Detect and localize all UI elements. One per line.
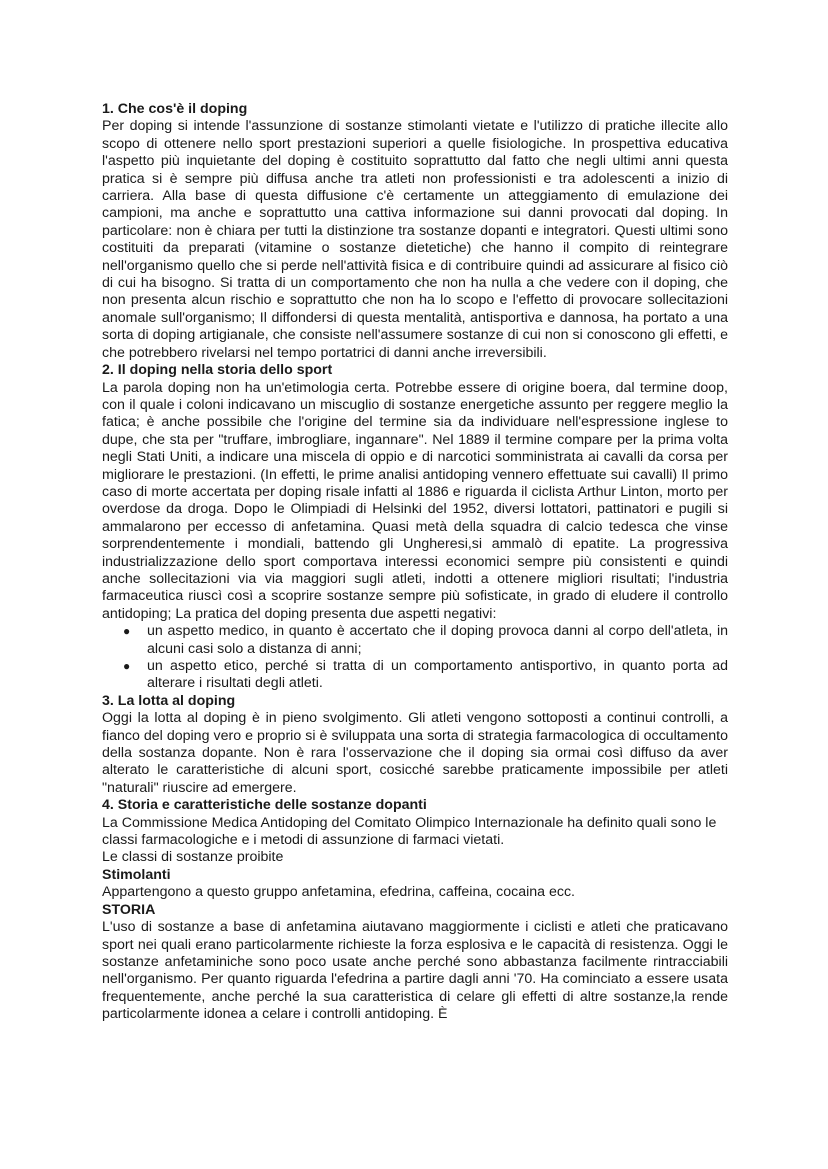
bullet-icon: ● <box>123 659 131 673</box>
section-2-heading: 2. Il doping nella storia dello sport <box>102 362 333 379</box>
stimolanti-heading: Stimolanti <box>102 866 171 883</box>
list-item <box>102 658 728 693</box>
list-item-text: un aspetto etico, perché si tratta di un comportamento antisportivo, in quanto porta ad alterare i risultati degli atleti. <box>147 658 728 692</box>
section-4-heading: 4. Storia e caratteristiche delle sostanze dopanti <box>102 797 427 814</box>
document-page <box>102 101 728 1024</box>
section-3-paragraph: Oggi la lotta al doping è in pieno svolgimento. Gli atleti vengono sottoposti a continui controlli, a fianco del doping vero e proprio si è sviluppata una sorta di strategia farmacologica di occultamento della sostanza dopante. Non è rara l'osservazione che il doping sia ormai così diffuso da aver alterato le caratteristiche di alcuni sport, cosicché sarebbe praticamente impossibile per atleti "naturali" riuscire ad emergere. <box>102 710 728 796</box>
section-4-paragraph: La Commissione Medica Antidoping del Comitato Olimpico Internazionale ha definito quali sono le classi farmacologiche e i metodi di assunzione di farmaci vietati. <box>102 814 717 849</box>
bullet-icon: ● <box>123 624 131 639</box>
section-2-paragraph: La parola doping non ha un'etimologia certa. Potrebbe essere di origine boera, dal termine doop, con il quale i coloni indicavano un miscuglio di sostanze energetiche assunto per reggere meglio la fatica; è anche possibile che l'origine del termine sia da individuare nell'espressione inglese to dupe, che sta per "truffare, imbrogliare, ingannare". Nel 1889 il termine compare per la prima volta negli Stati Uniti, a indicare una miscela di oppio e di narcotici somministrata ai cavalli da corsa per migliorare le prestazioni. (In effetti, le prime analisi antidoping vennero effettuate sui cavalli) Il primo caso di morte accertata per doping risale infatti al 1886 e riguarda il ciclista Arthur Linton, morto per overdose da droga. Dopo le Olimpiadi di Helsinki del 1952, diversi lottatori, pattinatori e pugili si ammalarono per eccesso di anfetamina. Quasi metà della squadra di calcio tedesca che vinse sorprendentemente i mondiali, battendo gli Ungheresi,si ammalò di epatite. La progressiva industrializzazione dello sport comportava interessi economici sempre più consistenti e quindi anche sollecitazioni via via maggiori sugli atleti, indotti a ottenere migliori risultati; l'industria farmaceutica riuscì così a scoprire sostanze sempre più sofisticate, in grado di eludere il controllo antidoping; La pratica del doping presenta due aspetti negativi: <box>102 379 728 622</box>
list-item <box>102 623 728 658</box>
section-3-heading: 3. La lotta al doping <box>102 692 236 709</box>
negative-aspects-list <box>102 623 728 693</box>
list-item-text: un aspetto medico, in quanto è accertato che il doping provoca danni al corpo dell'atleta, in alcuni casi solo a distanza di anni; <box>147 623 728 657</box>
section-1-heading: 1. Che cos'è il doping <box>102 101 248 117</box>
section-1-paragraph: Per doping si intende l'assunzione di sostanze stimolanti vietate e l'utilizzo di pratiche illecite allo scopo di ottenere nello sport prestazioni superiori a quelle fisiologiche. In prospettiva educativa l'aspetto più inquietante del doping è costituito soprattutto dal fatto che negli ultimi anni questa pratica si è sempre più diffusa anche tra atleti non professionisti e tra adolescenti a inizio di carriera. Alla base di questa diffusione c'è certamente un atteggiamento di emulazione dei campioni, ma anche e soprattutto una cattiva informazione sui danni provocati dal doping. In particolare: non è chiara per tutti la distinzione tra sostanze dopanti e integratori. Questi ultimi sono costituiti da preparati (vitamine o sostanze dietetiche) che hanno il compito di reintegrare nell'organismo quello che si perde nell'attività fisica e di contribuire quindi ad assicurare al fisico ciò di cui ha bisogno. Si tratta di un comportamento che non ha nulla a che vedere con il doping, che non presenta alcun rischio e soprattutto che non ha lo scopo e l'effetto di provocare sollecitazioni anomale sull'organismo; Il diffondersi di questa mentalità, antisportiva e dannosa, ha portato a una sorta di doping artigianale, che consiste nell'assumere sostanze di cui non si conoscono gli effetti, e che potrebbero rivelarsi nel tempo portatrici di danni anche irreversibili. <box>102 118 728 361</box>
stimolanti-text: Appartengono a questo gruppo anfetamina, efedrina, caffeina, cocaina ecc. <box>102 884 575 901</box>
storia-heading: STORIA <box>102 901 156 918</box>
storia-text: L'uso di sostanze a base di anfetamina aiutavano maggiormente i ciclisti e atleti che praticavano sport nei quali erano particolarmente richieste la forza esplosiva e le capacità di resistenza. Oggi le sostanze anfetaminiche sono poco usate anche perché sono abbastanza facilmente rintracciabili nell'organismo. Per quanto riguarda l'efedrina a partire dagli anni '70. Ha cominciato a essere usata frequentemente, anche perché la sua caratteristica di celare gli effetti di altre sostanze,la rende particolarmente idonea a celare i controlli antidoping. È <box>102 919 728 1023</box>
section-4-subtitle: Le classi di sostanze proibite <box>102 849 284 866</box>
